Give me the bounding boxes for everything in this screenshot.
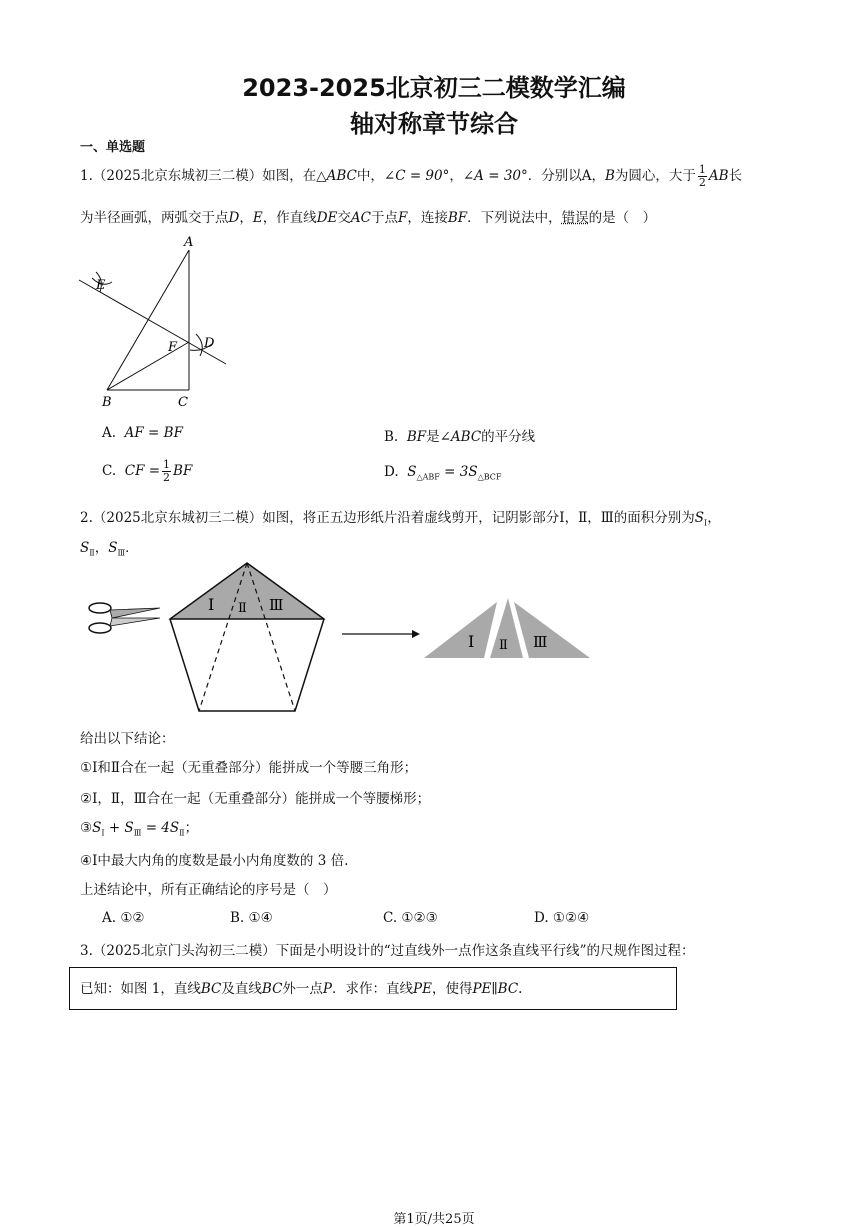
label-piece-3: Ⅲ <box>533 633 548 651</box>
q1-fraction: $\frac{1}{2}$ <box>698 163 706 189</box>
piece-1 <box>424 602 497 658</box>
title-line-2: 轴对称章节综合 <box>350 110 518 138</box>
q1-option-a[interactable]: A. AF = BF <box>102 425 183 441</box>
piece-3 <box>514 602 590 658</box>
q2-conclusion-3: $③S_Ⅰ + S_Ⅲ = 4S_Ⅱ$； <box>80 820 199 838</box>
q2-line-2: $S_Ⅱ$，$S_Ⅲ$． <box>80 540 139 558</box>
q2-question: 上述结论中，所有正确结论的序号是（ ） <box>80 882 337 898</box>
arrow-head <box>412 630 420 638</box>
q1-line-2: 为半径画弧，两弧交于点D，E，作直线DE交AC于点F，连接BF．下列说法中，错误的是（ ） <box>80 210 657 226</box>
q2-pentagon-figure <box>82 558 602 718</box>
q2-conclusion-2: ②Ⅰ，Ⅱ，Ⅲ合在一起（无重叠部分）能拼成一个等腰梯形； <box>80 791 431 807</box>
label-a: A <box>184 235 194 250</box>
section-heading: 一、单选题 <box>80 140 146 155</box>
label-d: D <box>204 336 215 351</box>
q2-option-d[interactable]: D. ①②④ <box>534 910 590 926</box>
label-c: C <box>178 395 188 410</box>
title-line-1: 2023-2025北京初三二模数学汇编 <box>242 74 626 102</box>
q2-option-a[interactable]: A. ①② <box>102 910 145 926</box>
label-e: E <box>96 278 106 293</box>
q1-option-d[interactable]: D. $S_{\triangle ABF} = 3S_{\triangle BCF}$ <box>384 464 502 482</box>
q1-triangle-figure <box>74 232 244 414</box>
q2-option-c[interactable]: C. ①②③ <box>383 910 438 926</box>
q1-emphasis: 错误 <box>561 210 589 226</box>
q2-given: 给出以下结论： <box>80 731 175 747</box>
q2-conclusion-4: ④Ⅰ中最大内角的度数是最小内角度数的 3 倍. <box>80 853 349 869</box>
q2-line-1: 2.（2025北京东城初三二模）如图，将正五边形纸片沿着虚线剪开，记阴影部分Ⅰ，Ⅱ，Ⅲ的面积分别为$S_Ⅰ$， <box>80 510 721 528</box>
label-piece-1: Ⅰ <box>468 632 475 651</box>
q1-option-c[interactable]: C. CF = $\frac{1}{2}$ BF <box>102 458 193 484</box>
label-f: F <box>168 340 178 355</box>
scissors-icon <box>89 603 160 633</box>
q3-given-text: 已知：如图 1，直线BC及直线BC外一点P．求作：直线PE，使得PE∥BC. <box>80 981 523 997</box>
label-region-2: Ⅱ <box>238 601 247 616</box>
q2-option-b[interactable]: B. ①④ <box>230 910 273 926</box>
label-region-3: Ⅲ <box>269 596 284 614</box>
q2-conclusion-1: ①Ⅰ和Ⅱ合在一起（无重叠部分）能拼成一个等腰三角形； <box>80 760 418 776</box>
label-b: B <box>102 395 112 410</box>
q1-line-1: 1.（2025北京东城初三二模）如图，在△ABC中，∠C = 90°，∠A = 30°．分别以A，B为圆心，大于 $\frac{1}{2}$ AB长 <box>80 163 743 189</box>
q3-line-1: 3.（2025北京门头沟初三二模）下面是小明设计的“过直线外一点作这条直线平行线”的尺规作图过程： <box>80 943 695 959</box>
page-footer: 第1页/共25页 <box>393 1212 475 1227</box>
shaded-region <box>170 563 324 619</box>
arc-d <box>196 334 202 356</box>
label-piece-2: Ⅱ <box>499 638 508 653</box>
label-region-1: Ⅰ <box>208 595 215 614</box>
q1-option-b[interactable]: B. BF是∠ABC的平分线 <box>384 429 536 445</box>
q3-given-box <box>69 967 677 1010</box>
